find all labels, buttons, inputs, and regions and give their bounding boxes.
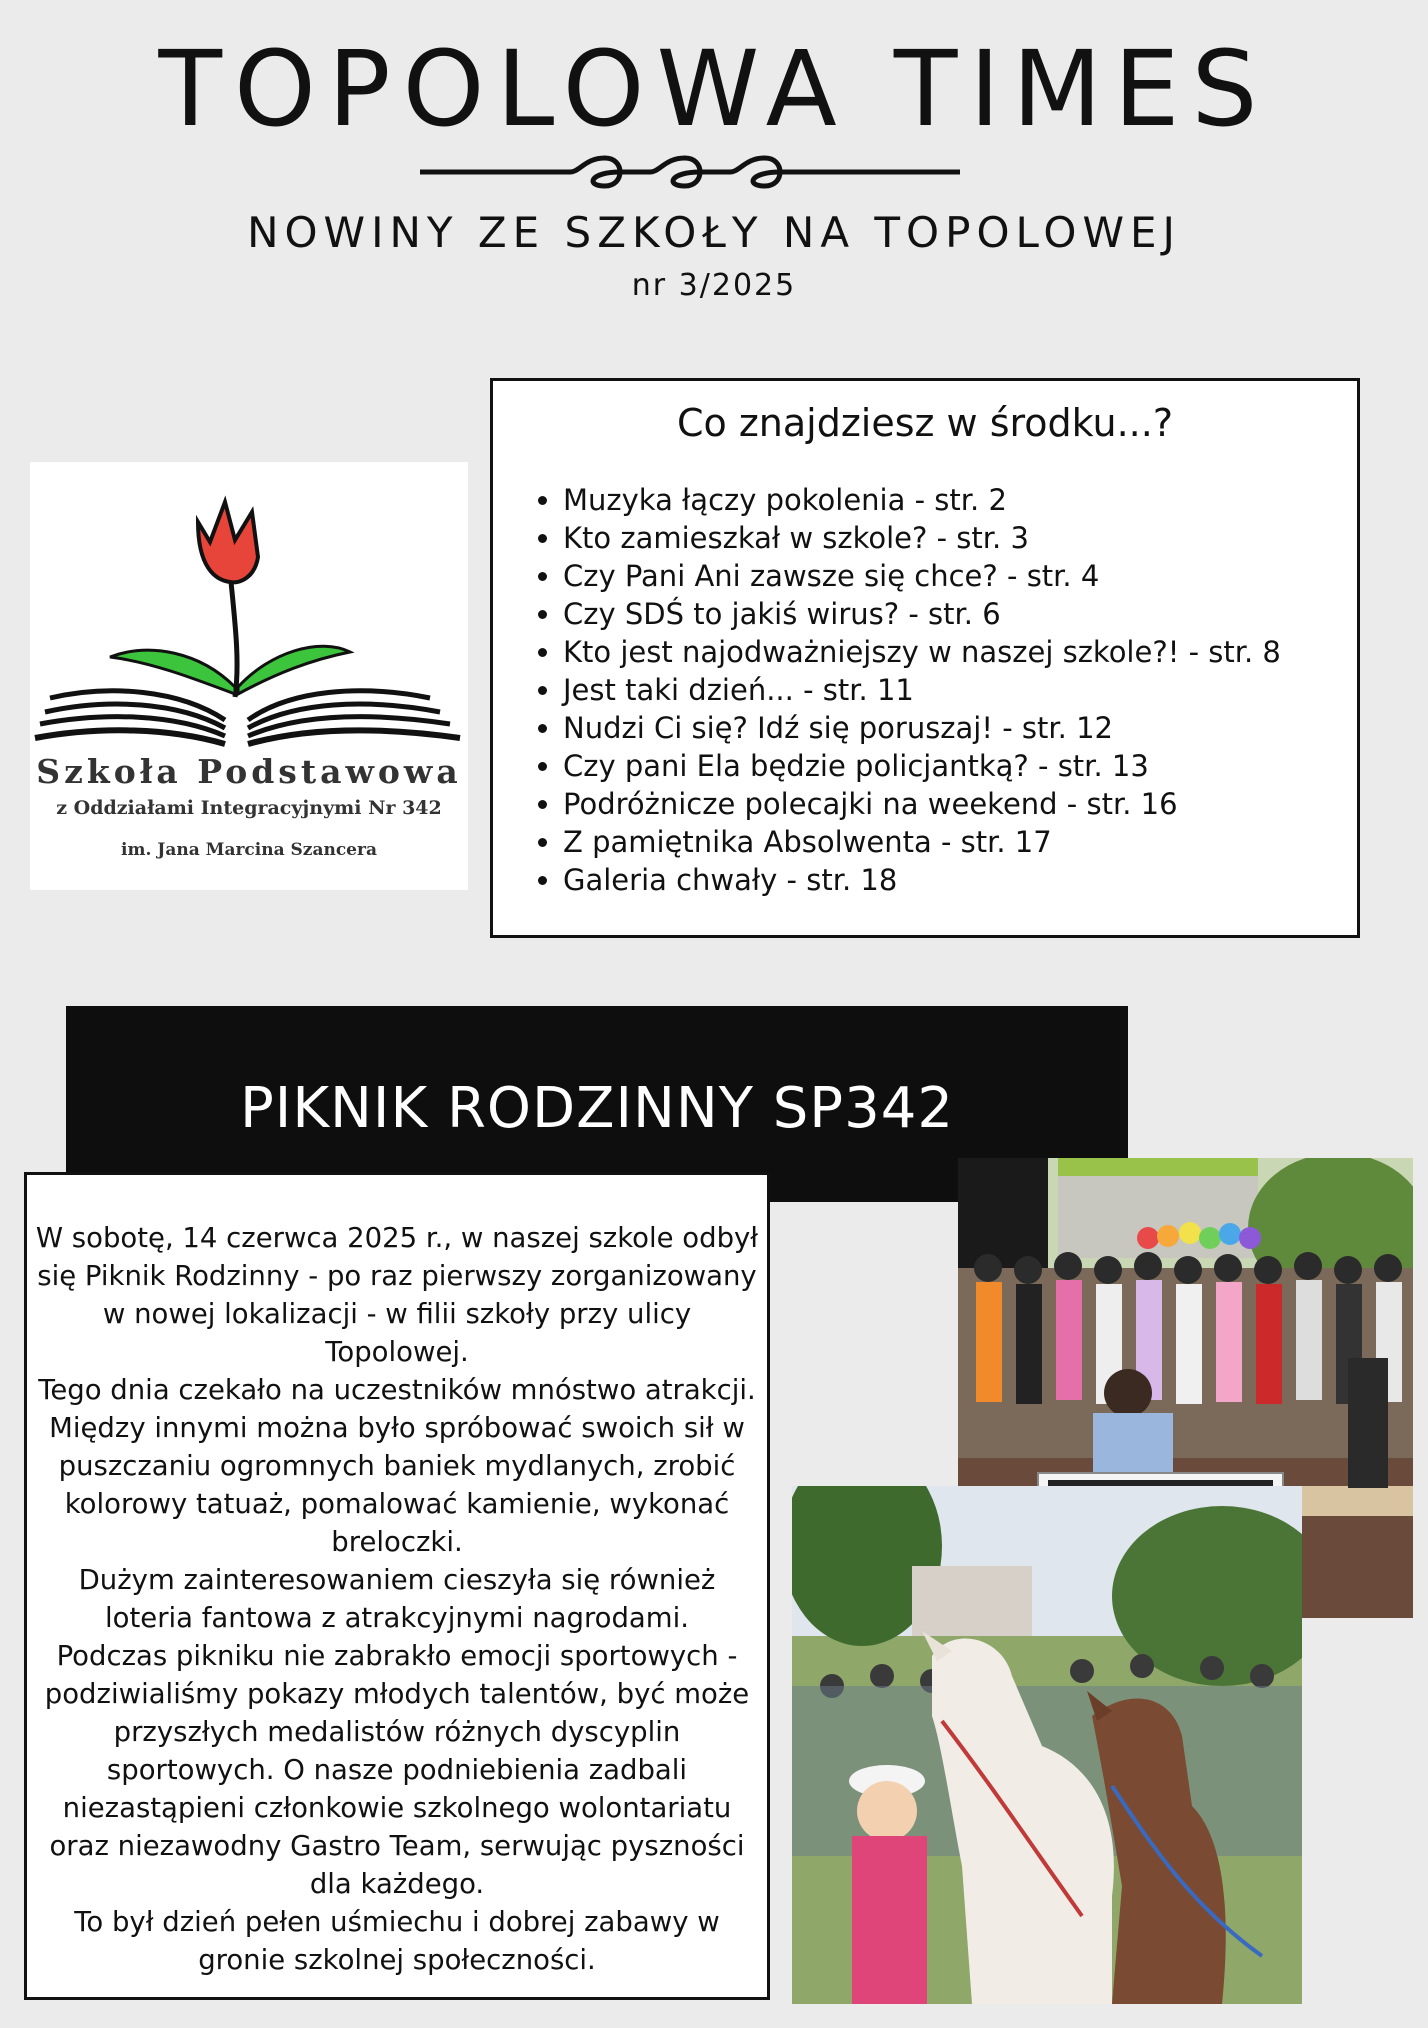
newsletter-title: TOPOLOWA TIMES — [158, 28, 1270, 150]
toc-item: • Czy SDŚ to jakiś wirus? - str. 6 — [563, 595, 1363, 633]
article-box — [24, 1172, 770, 2000]
toc-item: • Kto jest najodważniejszy w naszej szkole?! - str. 8 — [563, 633, 1363, 671]
decorative-divider — [420, 150, 960, 194]
toc-item: • Jest taki dzień... - str. 11 — [563, 671, 1363, 709]
toc-item: • Muzyka łączy pokolenia - str. 2 — [563, 481, 1363, 519]
toc-item: • Z pamiętnika Absolwenta - str. 17 — [563, 823, 1363, 861]
issue-number: nr 3/2025 — [631, 268, 797, 303]
article-paragraph: Dużym zainteresowaniem cieszyła się również loteria fantowa z atrakcyjnymi nagrodami. — [78, 1564, 716, 1634]
table-of-contents — [490, 378, 1360, 938]
school-name: Szkoła Podstawowa — [36, 752, 462, 791]
school-subtitle: z Oddziałami Integracyjnymi Nr 342 — [56, 797, 442, 819]
alpaca-photo — [792, 1486, 1302, 2004]
toc-item: • Kto zamieszkał w szkole? - str. 3 — [563, 519, 1363, 557]
article-paragraph: W sobotę, 14 czerwca 2025 r., w naszej szkole odbył się Piknik Rodzinny - po raz pierwszy zorganizowany w nowej lokalizacji - w filii szkoły przy ulicy Topolowej. — [35, 1222, 759, 1368]
school-patron: im. Jana Marcina Szancera — [121, 840, 377, 860]
toc-item: • Czy pani Ela będzie policjantką? - str. 13 — [563, 747, 1363, 785]
article-paragraph: Podczas pikniku nie zabrakło emocji sportowych - podziwialiśmy pokazy młodych talentów, być może przyszłych medalistów różnych dyscyplin sportowych. O nasze podniebienia zadbali niezastąpieni członkowie szkolnego wolontariatu oraz niezawodny Gastro Team, serwując pyszności dla każdego. — [44, 1640, 750, 1900]
article-body — [33, 1219, 761, 1979]
toc-item: • Czy Pani Ani zawsze się chce? - str. 4 — [563, 557, 1363, 595]
toc-item: • Nudzi Ci się? Idź się poruszaj! - str. 12 — [563, 709, 1363, 747]
toc-item: • Podróżnicze polecajki na weekend - str. 16 — [563, 785, 1363, 823]
newsletter-subtitle: NOWINY ZE SZKOŁY NA TOPOLOWEJ — [247, 208, 1181, 257]
toc-list — [533, 481, 1363, 899]
toc-heading: Co znajdziesz w środku...? — [676, 401, 1173, 445]
tulip-book-icon — [30, 462, 468, 752]
article-paragraph: Tego dnia czekało na uczestników mnóstwo atrakcji. Między innymi można było spróbować swoich sił w puszczaniu ogromnych baniek mydlanych, zrobić kolorowy tatuaż, pomalować kamienie, wykonać breloczki. — [38, 1374, 756, 1558]
school-logo — [30, 462, 468, 890]
article-paragraph: To był dzień pełen uśmiechu i dobrej zabawy w gronie szkolnej społeczności. — [74, 1906, 720, 1976]
toc-item: • Galeria chwały - str. 18 — [563, 861, 1363, 899]
article-title: PIKNIK RODZINNY SP342 — [240, 1076, 954, 1141]
